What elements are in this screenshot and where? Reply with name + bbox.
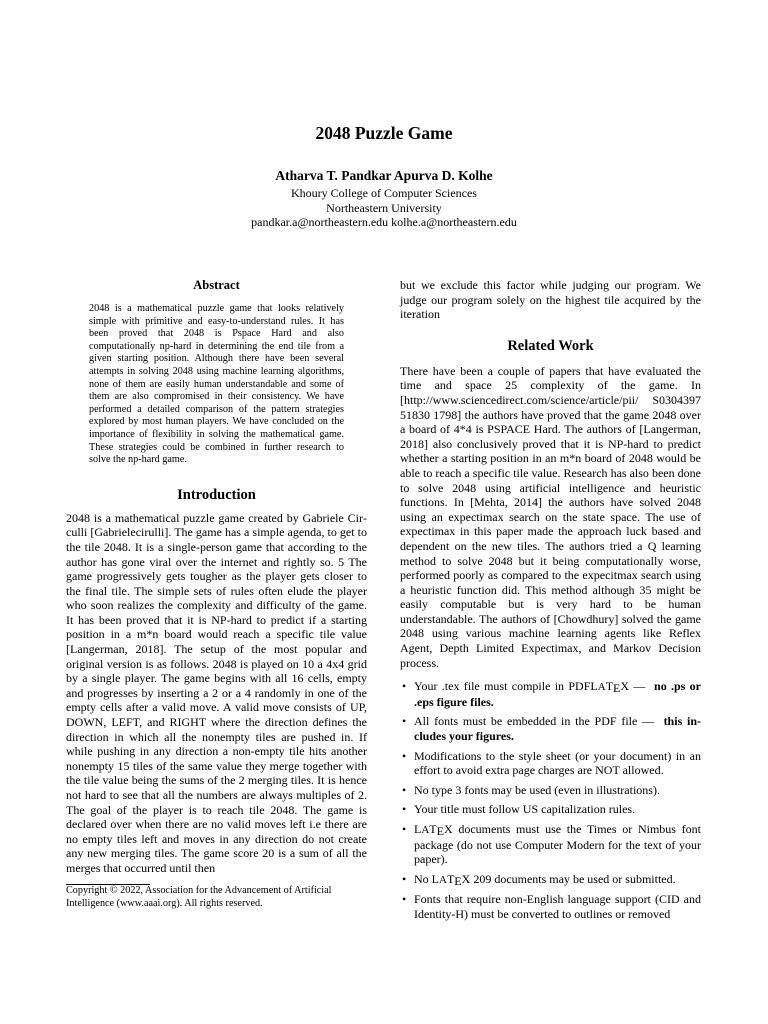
author-emails: pandkar.a@northeastern.edu kolhe.a@northeastern.edu <box>251 215 517 229</box>
affiliation-block <box>0 186 768 230</box>
list-item: • Your title must follow US capitalization rules. <box>402 802 636 817</box>
introduction-heading: Introduction <box>177 486 256 503</box>
list-item: • Modifications to the style sheet (or your document) in an effort to avoid extra page charges are NOT allowed. <box>402 748 701 778</box>
copyright-footnote: Copyright © 2022, Association for the Advancement of Artificial Intelligence (www.aaai.org). All rights reserved. <box>66 885 332 909</box>
abstract-heading: Abstract <box>193 278 240 292</box>
requirements-list <box>400 679 701 921</box>
list-item: • Fonts that require non-English language support (CID and Identity-H) must be converted to outlines or removed <box>402 892 701 921</box>
author-names: Atharva T. Pandkar Apurva D. Kolhe <box>275 168 493 183</box>
left-column <box>66 278 367 876</box>
affiliation-college: Khoury College of Computer Sciences <box>291 186 477 200</box>
list-item: • All fonts must be embedded in the PDF file — this includes your figures. <box>402 714 701 744</box>
continuation-text: but we exclude this factor while judging our program. We judge our program solely on the highest tile acquired by the iteration <box>400 278 701 322</box>
introduction-text: 2048 is a mathematical puzzle game created by Gabriele Circulli [Gabrielecirulli]. The game has a simple agenda, to get to the tile 2048. It is a single-person game that according to the author has gone viral over the internet and rightly so. 5 The game progressively gets tougher as the player gets closer to the final tile. The simple sets of rules often elude the player who soon realizes the complexity and difficulty of the game. It has been proved that it is NP-hard to predict if a starting position in a m*n board would reach a specific tile value [Langerman, 2018]. The setup of the most popular and original version is as follows. 2048 is played on 10 a 4x4 grid by a single player. The game begins with all 16 cells, empty and progresses by inserting a 2 or a 4 randomly in one of the empty cells after a valid move. A valid move consists of UP, DOWN, LEFT, and RIGHT where the direction defines the direction in which all the nonempty tiles are pushed in. If while pushing in any direction a non-empty tile hits another nonempty 15 tiles of the same value they merge together with the tile value being the sums of the 2 merging tiles. It is hence not hard to see that all the numbers are always multiples of 2. The goal of the player is to reach tile 2048. The game is declared over when there are no valid moves left i.e there are no empty tiles left and moves in any direction do not create any new merging tiles. The game score 20 is a sum of all the merges that occurred until then <box>66 510 367 875</box>
related-work-heading: Related Work <box>507 337 594 354</box>
list-item: • LATEX documents must use the Times or Nimbus font package (do not use Computer Modern for the text of your paper). <box>402 822 701 867</box>
paper-title: 2048 Puzzle Game <box>315 123 453 143</box>
related-work-text: There have been a couple of papers that have evaluated the time and space 25 complexity of the game. In [http://www.sciencedirect.com/science/article/pii/ S0304397 51830 1798] the authors have proved that the game 2048 over a board of 4*4 is PSPACE Hard. The authors of [Langerman, 2018] also conclusively proved that it is NP-hard to predict whether a starting position in an m*n board of 2048 would be able to reach a specific tile value. Research has also been done to solve 2048 using artificial intelligence and heuristic functions. In [Mehta, 2014] the authors have solved 2048 using an expectimax search on the state space. The use of expectimax in this paper made the approach luck based and dependent on the new tiles. The authors tried a Q learning method to solve 2048 but it being computationally worse, performed poorly as compared to the expecitmax search using a heuristic function did. This method although 35 might be easily computable but is very hard to be human understandable. The authors of [Chowdhury] solved the game 2048 using various machine learning agents like Reflex Agent, Depth Limited Expectimax, and Markov Decision process. <box>400 363 701 670</box>
list-item: • No LATEX 209 documents may be used or submitted. <box>402 871 676 888</box>
right-column <box>400 278 701 922</box>
affiliation-university: Northeastern University <box>326 200 442 215</box>
abstract-text: 2048 is a mathematical puzzle game that looks relatively simple with primitive and easy-to-understand rules. It has been proved that 2048 is Pspace Hard and also computationally np-hard in determining the end tile from a given starting position. Although there have been several attempts in solving 2048 using machine learning algorithms, none of them are easily human understandable and some of them are also compromised in their consistency. We have performed a detailed comparison of the pattern strategies explored by most human players. We have concluded on the importance of flexibility in solving the mathematical game. These strategies could be combined in further research to solve the np-hard game. <box>89 303 344 466</box>
list-item: • Your .tex file must compile in PDFLATEX — no .ps or .eps figure files. <box>402 679 702 709</box>
list-item: • No type 3 fonts may be used (even in illustrations). <box>402 782 660 797</box>
